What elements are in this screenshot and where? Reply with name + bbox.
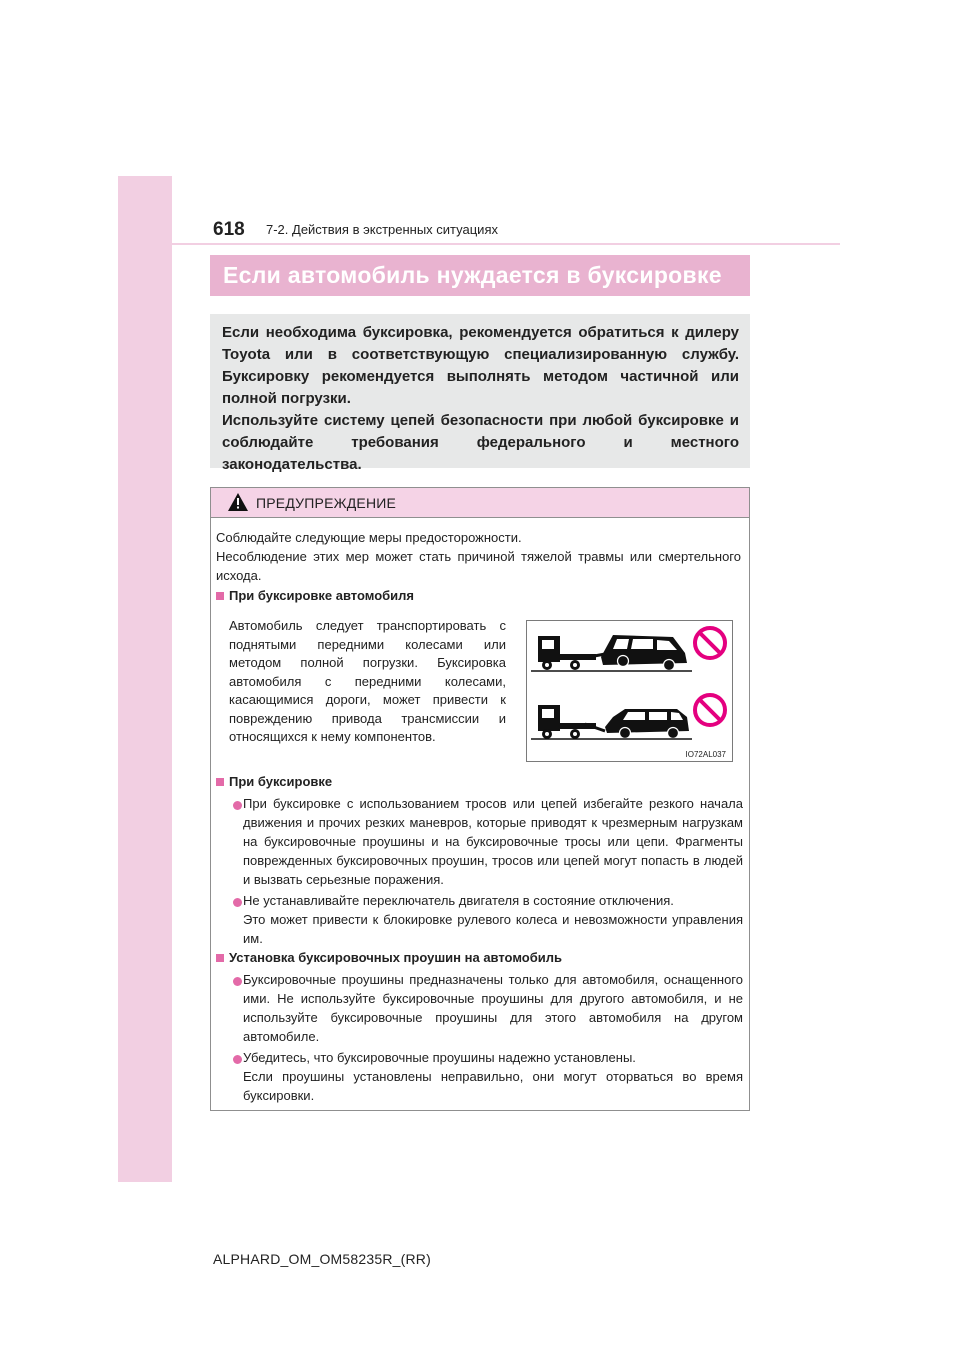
warning-triangle-icon [228,493,248,511]
sec2-bullet-2a: Не устанавливайте переключатель двигателя в состояние отключения. [243,893,674,908]
warning-lead-2: Несоблюдение этих мер может стать причиной тяжелой травмы или смертельного исхода. [216,549,741,583]
tow-truck-icon [538,636,605,670]
towing-drawing [527,621,732,761]
round-bullet [233,898,242,907]
warning-box [210,487,750,1111]
section-square-bullet [216,592,224,600]
section-square-bullet [216,954,224,962]
sec2-bullet-2b: Это может привести к блокировке рулевого колеса и невозможности управления им. [243,912,743,946]
section-square-bullet [216,778,224,786]
sec3-title: Установка буксировочных проушин на автомобиль [229,950,562,965]
sec1-text: Автомобиль следует транспортировать с поднятыми передними колесами или методом полной погрузки. Буксировка автомобиля с передними колесами, касающимися дороги, может привести к повреждению привода трансмиссии и относящихся к нему компонентов. [229,618,506,744]
towing-illustration [526,620,733,762]
round-bullet [233,1055,242,1064]
sec2-bullet-1: При буксировке с использованием тросов или цепей избегайте резкого начала движения и прочих резких маневров, которые приводят к чрезмерным нагрузкам на буксировочные проушины и на буксировочные тросы или цепи. Фрагменты поврежденных буксировочных проушин, тросов или цепей могут попасть в людей и вызвать серьезные поражения. [243,796,743,887]
warning-lead: Соблюдайте следующие меры предосторожности. [216,530,522,545]
running-head: 7-2. Действия в экстренных ситуациях [266,222,498,237]
sec3-bullet-2a: Убедитесь, что буксировочные проушины надежно установлены. [243,1050,636,1065]
illustration-code: IO72AL037 [685,750,726,759]
section-title: Если автомобиль нуждается в буксировке [210,255,750,296]
footer-doc-code: ALPHARD_OM_OM58235R_(RR) [213,1251,431,1267]
tow-truck-icon [538,705,605,739]
side-tab-bar [118,176,172,1182]
round-bullet [233,801,242,810]
intro-paragraph-2: Используйте систему цепей безопасности при любой буксировке и соблюдайте требования федерального и местного законодательства. [222,412,739,473]
page-number: 618 [213,219,245,240]
intro-paragraph-1: Если необходима буксировка, рекомендуется обратиться к дилеру Toyota или в соответствующую специализированную службу. Буксировку рекомендуется выполнять методом частичной или полной погрузки. [222,324,739,407]
towed-car-icon [601,635,687,671]
round-bullet [233,977,242,986]
sec2-title: При буксировке [229,774,333,789]
sec1-title: При буксировке автомобиля [229,588,415,603]
sec3-bullet-2b: Если проушины установлены неправильно, они могут оторваться во время буксировки. [243,1069,743,1103]
sec3-bullet-1: Буксировочные проушины предназначены только для автомобиля, оснащенного ими. Не используйте буксировочные проушины для другого автомобиля, и не используйте буксировочные проушины для этого автомобиля на другом автомобиле. [243,972,743,1044]
warning-header [211,488,749,518]
intro-box [210,314,750,473]
warning-title: ПРЕДУПРЕЖДЕНИЕ [256,495,397,511]
towed-car-icon [605,709,689,739]
prohibited-icon [695,628,725,658]
header-rule [172,243,840,245]
prohibited-icon [695,695,725,725]
